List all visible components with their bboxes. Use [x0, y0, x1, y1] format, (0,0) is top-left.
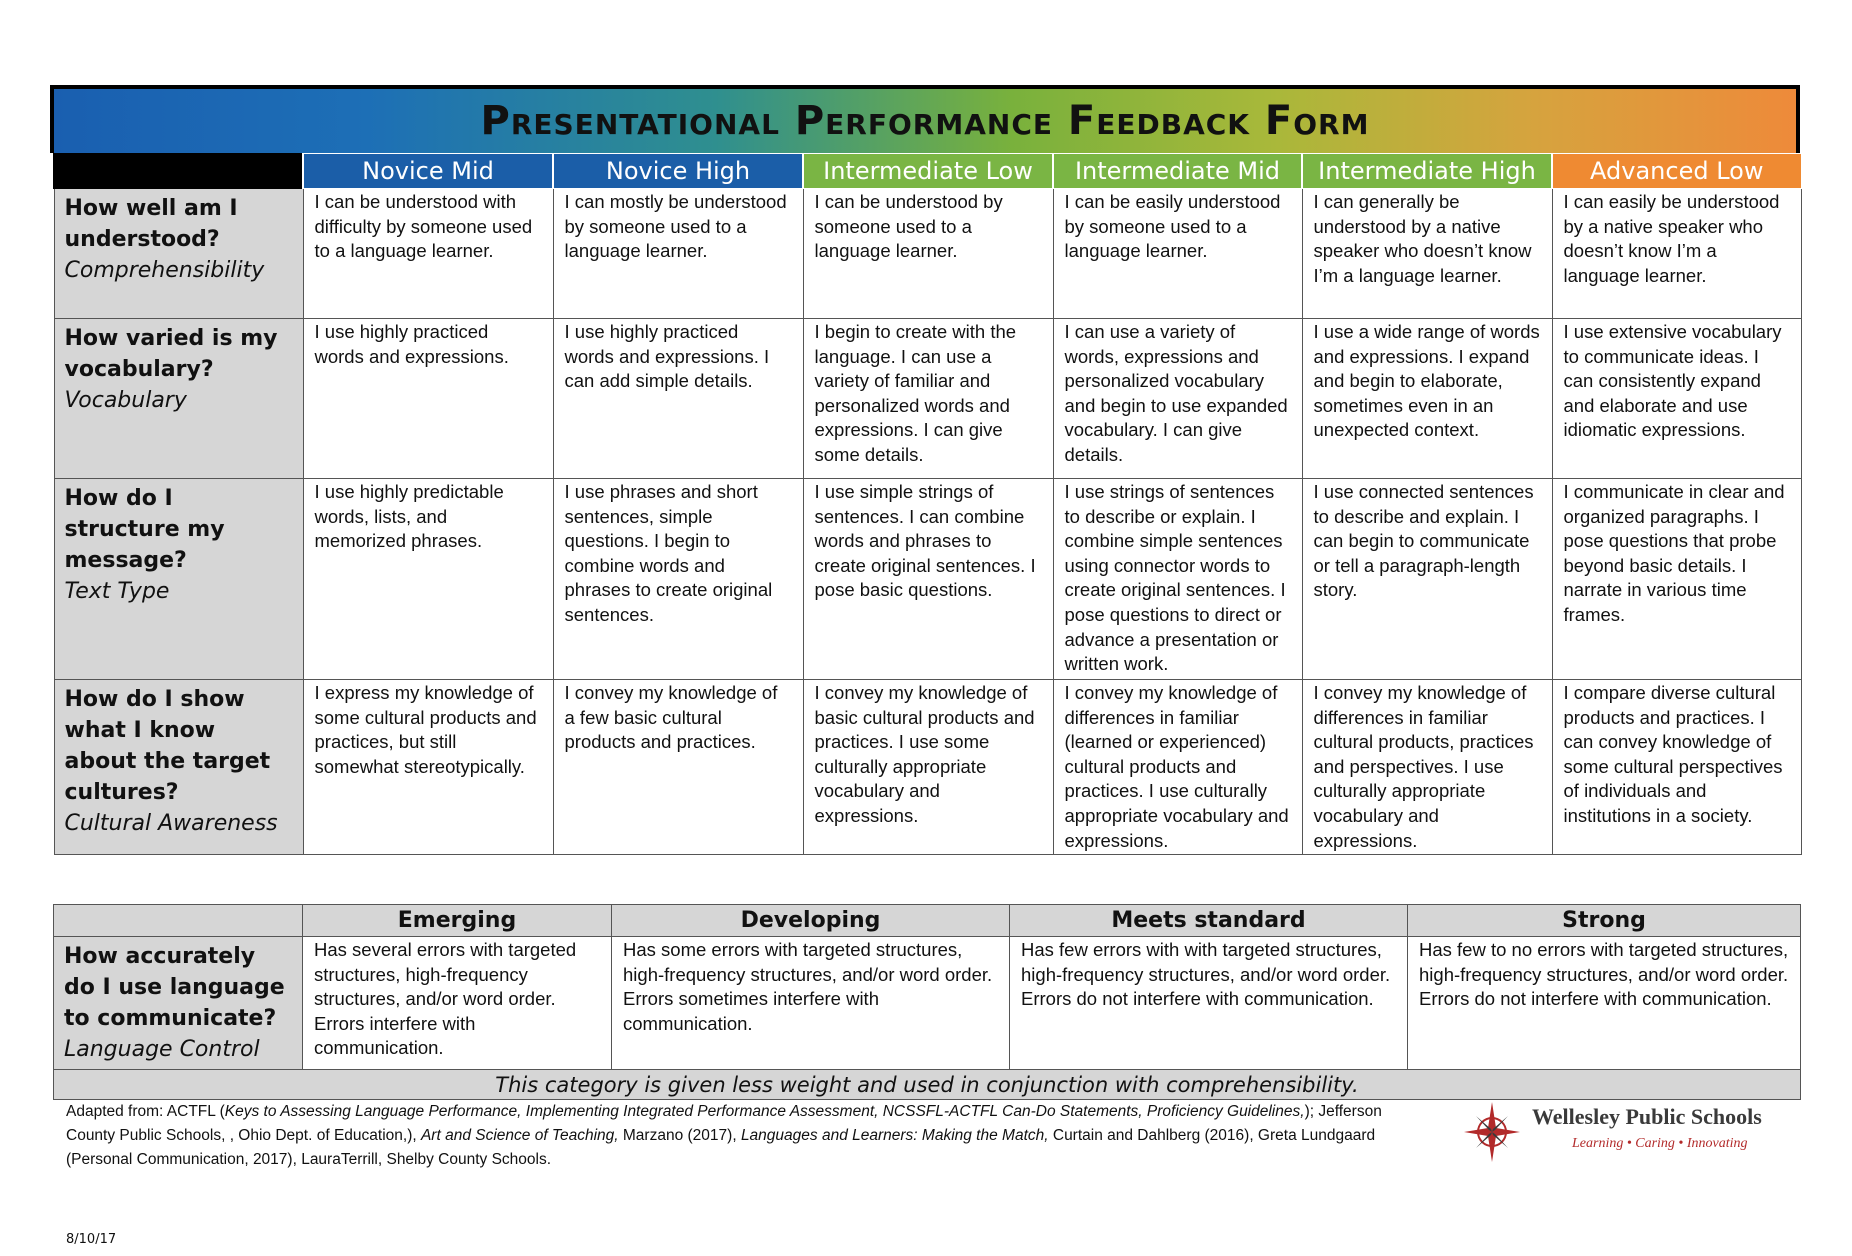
descriptor-cell: I can mostly be understood by someone used to a language learner. — [553, 189, 803, 319]
lc-header-row — [54, 905, 1801, 937]
level-novice-mid: Novice Mid — [303, 154, 553, 189]
credits-after-art: Marzano (2017), — [618, 1127, 741, 1144]
table-row — [54, 680, 1801, 855]
document-date: 8/10/17 — [66, 1232, 117, 1247]
credits-keys: Keys to Assessing Language Performance, Implementing Integrated Performance Assessment, NCSSFL-ACTFL Can-Do Statements, Proficiency Guidelines, — [224, 1103, 1305, 1120]
descriptor-cell: I use a wide range of words and expressions. I expand and begin to elaborate, sometimes even in an unexpected context. — [1302, 319, 1552, 479]
row-header-language-control — [54, 937, 303, 1070]
level-advanced-low: Advanced Low — [1552, 154, 1801, 189]
descriptor-cell: I use highly practiced words and expressions. — [303, 319, 553, 479]
descriptor-cell: I express my knowledge of some cultural products and practices, but still somewhat stereotypically. — [303, 680, 553, 855]
table-row — [54, 937, 1801, 1070]
school-logo — [1462, 1098, 1782, 1168]
descriptor-cell: Has several errors with targeted structures, high-frequency structures, and/or word order. Errors interfere with communication. — [303, 937, 612, 1070]
row-header-comprehensibility — [54, 189, 303, 319]
lc-level-strong: Strong — [1408, 905, 1801, 937]
lc-level-meets-standard: Meets standard — [1010, 905, 1408, 937]
table-row — [54, 189, 1801, 319]
descriptor-cell: I can be understood with difficulty by someone used to a language learner. — [303, 189, 553, 319]
header-corner — [54, 154, 303, 189]
descriptor-cell: I use highly predictable words, lists, and memorized phrases. — [303, 479, 553, 680]
level-intermediate-high: Intermediate High — [1302, 154, 1552, 189]
descriptor-cell: Has some errors with targeted structures, high-frequency structures, and/or word order. Errors sometimes interfere with communication. — [612, 937, 1010, 1070]
descriptor-cell: I can use a variety of words, expressions and personalized vocabulary and begin to use expanded vocabulary. I can give details. — [1053, 319, 1302, 479]
credits-languages: Languages and Learners: Making the Match, — [740, 1127, 1049, 1144]
logo-tagline: Learning • Caring • Innovating — [1572, 1136, 1748, 1151]
language-control-table — [53, 904, 1801, 1100]
logo-name: Wellesley Public Schools — [1532, 1104, 1762, 1129]
weighting-note: This category is given less weight and used in conjunction with comprehensibility. — [54, 1070, 1801, 1100]
row-header-cultural-awareness — [54, 680, 303, 855]
lc-level-developing: Developing — [612, 905, 1010, 937]
descriptor-cell: I can easily be understood by a native speaker who doesn’t know I’m a language learner. — [1552, 189, 1801, 319]
row-question: How well am I understood? — [64, 196, 238, 252]
descriptor-cell: I use extensive vocabulary to communicate ideas. I can consistently expand and elaborate and use idiomatic expressions. — [1552, 319, 1801, 479]
descriptor-cell: I convey my knowledge of a few basic cultural products and practices. — [553, 680, 803, 855]
descriptor-cell: I convey my knowledge of differences in familiar (learned or experienced) cultural products and practices. I use culturally appropriate vocabulary and expressions. — [1053, 680, 1302, 855]
descriptor-cell: I can generally be understood by a native speaker who doesn’t know I’m a language learner. — [1302, 189, 1552, 319]
level-intermediate-mid: Intermediate Mid — [1053, 154, 1302, 189]
credits-after-languages: Curtain and Dahlberg (2016), Greta Lundgaard (Personal Communication, 2017), LauraTerrill, Shelby County Schools. — [66, 1127, 1376, 1168]
descriptor-cell: I compare diverse cultural products and practices. I can convey knowledge of some cultural perspectives of individuals and institutions in a society. — [1552, 680, 1801, 855]
compass-rose-icon — [1462, 1100, 1522, 1164]
descriptor-cell: I communicate in clear and organized paragraphs. I pose questions that probe beyond basic details. I narrate in various time frames. — [1552, 479, 1801, 680]
credits-adapted: Adapted from: ACTFL ( — [66, 1103, 225, 1120]
row-question: How accurately do I use language to communicate? — [64, 944, 285, 1031]
descriptor-cell: I convey my knowledge of differences in familiar cultural products, practices and perspectives. I use culturally appropriate vocabulary and expressions. — [1302, 680, 1552, 855]
table-row — [54, 479, 1801, 680]
descriptor-cell: I can be understood by someone used to a language learner. — [803, 189, 1053, 319]
row-header-vocabulary — [54, 319, 303, 479]
page-title: Presentational Performance Feedback Form — [480, 98, 1370, 144]
row-category: Comprehensibility — [64, 258, 265, 283]
descriptor-cell: I convey my knowledge of basic cultural products and practices. I use some culturally appropriate vocabulary and expressions. — [803, 680, 1053, 855]
row-category: Cultural Awareness — [64, 811, 278, 836]
row-question: How do I structure my message? — [64, 486, 225, 573]
level-intermediate-low: Intermediate Low — [803, 154, 1053, 189]
level-novice-high: Novice High — [553, 154, 803, 189]
title-banner — [50, 85, 1800, 153]
descriptor-cell: I begin to create with the language. I can use a variety of familiar and personalized words and expressions. I can give some details. — [803, 319, 1053, 479]
descriptor-cell: Has few to no errors with targeted structures, high-frequency structures, and/or word order. Errors do not interfere with communication. — [1408, 937, 1801, 1070]
lc-header-corner — [54, 905, 303, 937]
descriptor-cell: I use strings of sentences to describe or explain. I combine simple sentences using connector words to create original sentences. I pose questions to direct or advance a presentation or written work. — [1053, 479, 1302, 680]
row-question: How do I show what I know about the target cultures? — [64, 687, 271, 805]
lc-note-row — [54, 1070, 1801, 1100]
credits-after-keys: ); Jefferson County Public Schools, , Ohio Dept. of Education,), — [66, 1103, 1382, 1144]
table-row — [54, 319, 1801, 479]
credits-art: Art and Science of Teaching, — [420, 1127, 619, 1144]
level-header-row — [54, 154, 1801, 189]
descriptor-cell: Has few errors with with targeted structures, high-frequency structures, and/or word order. Errors do not interfere with communication. — [1010, 937, 1408, 1070]
row-question: How varied is my vocabulary? — [64, 326, 278, 382]
credits — [66, 1100, 1406, 1172]
descriptor-cell: I use highly practiced words and expressions. I can add simple details. — [553, 319, 803, 479]
descriptor-cell: I use phrases and short sentences, simple questions. I begin to combine words and phrases to create original sentences. — [553, 479, 803, 680]
descriptor-cell: I can be easily understood by someone used to a language learner. — [1053, 189, 1302, 319]
row-category: Vocabulary — [64, 388, 187, 413]
descriptor-cell: I use connected sentences to describe and explain. I can begin to communicate or tell a paragraph-length story. — [1302, 479, 1552, 680]
lc-level-emerging: Emerging — [303, 905, 612, 937]
row-category: Text Type — [64, 579, 170, 604]
descriptor-cell: I use simple strings of sentences. I can combine words and phrases to create original sentences. I pose basic questions. — [803, 479, 1053, 680]
rubric-table — [53, 153, 1802, 855]
row-header-text-type — [54, 479, 303, 680]
row-category: Language Control — [64, 1037, 260, 1062]
